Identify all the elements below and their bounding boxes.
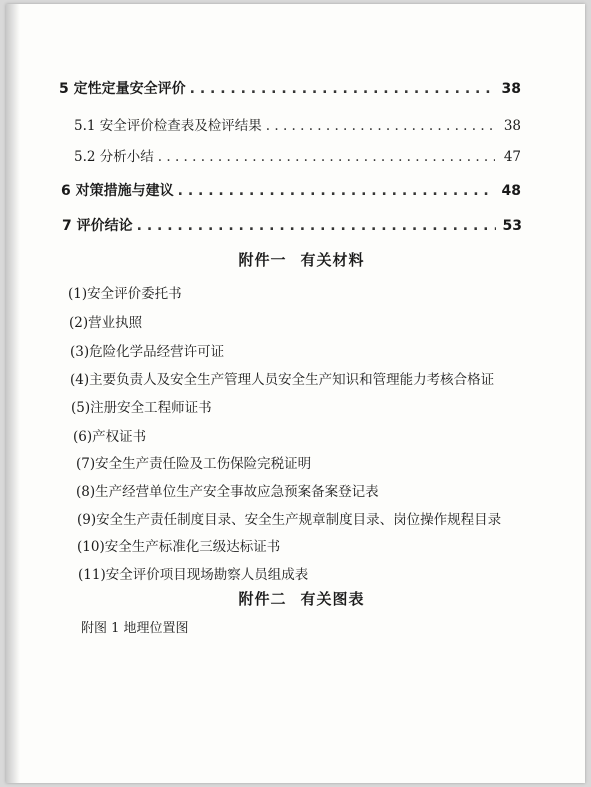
appendix1-item: (6)产权证书 <box>73 429 147 445</box>
toc-title: 安全评价检查表及检评结果 <box>99 118 262 134</box>
toc-number: 6 <box>61 183 71 199</box>
toc-number: 7 <box>62 218 72 234</box>
document-page <box>6 4 585 783</box>
toc-number: 5.2 <box>74 149 96 165</box>
toc-page-number: 47 <box>503 149 521 165</box>
toc-entry[interactable] <box>62 215 522 235</box>
appendix1-item: (2)营业执照 <box>69 315 143 331</box>
appendix1-item: (7)安全生产责任险及工伤保险完税证明 <box>76 456 312 472</box>
appendix1-heading <box>12 249 591 270</box>
appendix1-item: (1)安全评价委托书 <box>68 286 182 302</box>
toc-number: 5 <box>59 81 69 97</box>
appendix1-heading-title: 有关材料 <box>300 251 365 269</box>
toc-title: 分析小结 <box>99 149 154 165</box>
appendix1-item: (5)注册安全工程师证书 <box>71 400 212 416</box>
appendix1-item: (10)安全生产标准化三级达标证书 <box>77 539 281 555</box>
toc-entry[interactable] <box>59 78 521 98</box>
toc-entry[interactable] <box>74 145 521 165</box>
appendix1-item: (11)安全评价项目现场勘察人员组成表 <box>78 567 309 583</box>
appendix1-item: (3)危险化学品经营许可证 <box>70 344 225 360</box>
appendix2-item: 附图 1 地理位置图 <box>81 621 189 636</box>
toc-page-number: 53 <box>502 218 522 234</box>
appendix2-heading <box>12 588 591 609</box>
toc-leader-dots <box>190 81 495 97</box>
appendix2-heading-label: 附件二 <box>238 590 287 608</box>
toc-title: 评价结论 <box>76 218 133 234</box>
appendix1-heading-label: 附件一 <box>238 251 287 269</box>
toc-page-number: 48 <box>501 183 521 199</box>
toc-leader-dots <box>266 118 495 134</box>
appendix1-item: (9)安全生产责任制度目录、安全生产规章制度目录、岗位操作规程目录 <box>77 512 502 528</box>
toc-entry[interactable] <box>74 114 521 134</box>
toc-leader-dots <box>158 149 495 165</box>
toc-title: 对策措施与建议 <box>75 183 174 199</box>
appendix1-item: (8)生产经营单位生产安全事故应急预案备案登记表 <box>76 484 379 500</box>
toc-entry[interactable] <box>61 180 521 200</box>
toc-title: 定性定量安全评价 <box>73 81 186 97</box>
toc-leader-dots <box>137 218 496 234</box>
appendix2-heading-title: 有关图表 <box>300 590 365 608</box>
toc-number: 5.1 <box>74 118 96 134</box>
appendix1-item: (4)主要负责人及安全生产管理人员安全生产知识和管理能力考核合格证 <box>70 372 495 388</box>
toc-leader-dots <box>178 183 495 199</box>
toc-page-number: 38 <box>503 118 521 134</box>
toc-page-number: 38 <box>501 81 521 97</box>
